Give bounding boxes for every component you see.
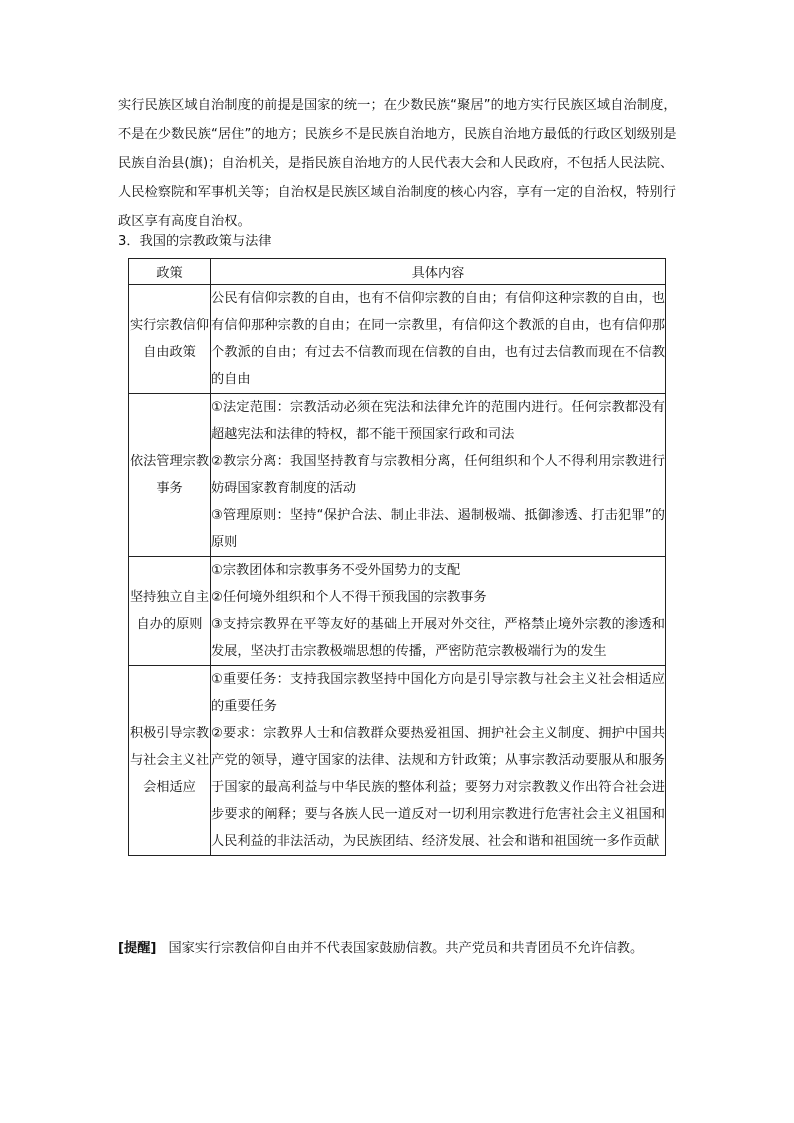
header-content: 具体内容 <box>211 259 666 285</box>
content-line: ①法定范围：宗教活动必须在宪法和法律允许的范围内进行。任何宗教都没有超越宪法和法律的特权，都不能干预国家行政和司法 <box>211 400 665 442</box>
content-line: ②教宗分离：我国坚持教育与宗教相分离，任何组织和个人不得利用宗教进行妨碍国家教育制度的活动 <box>211 454 665 496</box>
policy-content <box>211 557 666 666</box>
content-line: ②任何境外组织和个人不得干预我国的宗教事务 <box>211 590 487 605</box>
content-line: ①重要任务：支持我国宗教坚持中国化方向是引导宗教与社会主义社会相适应的重要任务 <box>211 672 665 714</box>
table-row <box>129 666 666 856</box>
table-row <box>129 394 666 557</box>
table-row <box>129 285 666 394</box>
reminder-text: 国家实行宗教信仰自由并不代表国家鼓励信教。共产党员和共青团员不允许信教。 <box>168 941 644 956</box>
policy-content <box>211 666 666 856</box>
religion-policy-table <box>128 258 666 856</box>
policy-name: 积极引导宗教与社会主义社会相适应 <box>129 666 211 856</box>
table-header-row <box>129 259 666 285</box>
policy-content <box>211 394 666 557</box>
reminder-label: [提醒] <box>118 941 157 956</box>
content-line: ③支持宗教界在平等友好的基础上开展对外交往，严格禁止境外宗教的渗透和发展，坚决打击宗教极端思想的传播，严密防范宗教极端行为的发生 <box>211 617 665 659</box>
policy-name: 实行宗教信仰自由政策 <box>129 285 211 394</box>
content-line: ②要求：宗教界人士和信教群众要热爱祖国、拥护社会主义制度、拥护中国共产党的领导，遵守国家的法律、法规和方针政策；从事宗教活动要服从和服务于国家的最高利益与中华民族的整体利益；要努力对宗教教义作出符合社会进步要求的阐释；要与各族人民一道反对一切利用宗教进行危害社会主义祖国和人民利益的非法活动，为民族团结、经济发展、社会和谐和祖国统一多作贡献 <box>211 726 665 849</box>
reminder-note <box>118 938 643 960</box>
policy-content <box>211 285 666 394</box>
policy-name: 依法管理宗教事务 <box>129 394 211 557</box>
intro-paragraph <box>118 91 678 236</box>
header-policy: 政策 <box>129 259 211 285</box>
intro-text: 实行民族区域自治制度的前提是国家的统一；在少数民族“聚居”的地方实行民族区域自治制度，不是在少数民族“居住”的地方；民族乡不是民族自治地方，民族自治地方最低的行政区划级别是民族自治县(旗)；自治机关，是指民族自治地方的人民代表大会和人民政府，不包括人民法院、人民检察院和军事机关等；自治权是民族区域自治制度的核心内容，享有一定的自治权，特别行政区享有高度自治权。 <box>118 98 677 229</box>
table-row <box>129 557 666 666</box>
content-line: 公民有信仰宗教的自由，也有不信仰宗教的自由；有信仰这种宗教的自由，也有信仰那种宗教的自由；在同一宗教里，有信仰这个教派的自由，也有信仰那个教派的自由；有过去不信教而现在信教的自由，也有过去信教而现在不信教的自由 <box>211 291 665 387</box>
content-line: ①宗教团体和宗教事务不受外国势力的支配 <box>211 563 461 578</box>
content-line: ③管理原则：坚持“保护合法、制止非法、遏制极端、抵御渗透、打击犯罪”的原则 <box>211 508 665 550</box>
section-heading: 3．我国的宗教政策与法律 <box>118 234 272 249</box>
policy-name: 坚持独立自主自办的原则 <box>129 557 211 666</box>
